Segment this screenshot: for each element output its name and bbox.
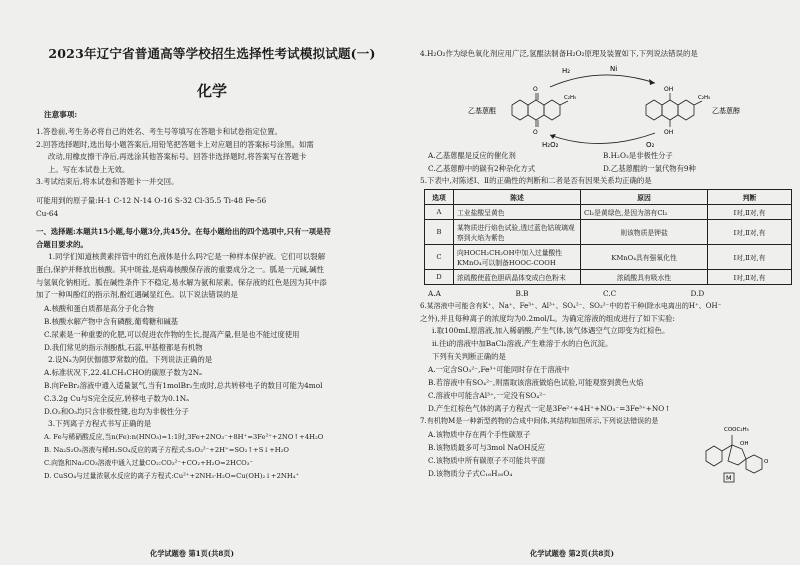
column-header: 判断	[708, 190, 792, 205]
question-stem: 5.下表中,对陈述Ⅰ、Ⅱ的正确性的判断和二者是否有因果关系均正确的是	[420, 175, 652, 185]
option-b: B. Na₂S₂O₃溶液与稀H₂SO₄反应的离子方程式:S₂O₃²⁻+2H⁺=SO₂↑+S↓+H₂O	[44, 445, 290, 454]
question-stem: 与氢氧化钠相近。胍在碱性条件下不稳定,易水解为氨和尿素。保存液的红色是因为其中添	[36, 277, 327, 287]
column-header: 原因	[581, 190, 708, 205]
table-cell: C	[425, 245, 454, 270]
question-1	[36, 251, 388, 353]
option-b: B.H₂O₂是非极性分子	[603, 150, 673, 160]
carbonyl-o: O	[533, 128, 538, 136]
notice-line: 上。写在本试卷上无效。	[48, 164, 130, 174]
option-row	[420, 162, 778, 175]
table-cell: Ⅰ对,Ⅱ对,有	[708, 205, 792, 220]
experiment-step: ⅰ.取100mL原溶液,加入稀硝酸,产生气体,该气体遇空气立即变为红棕色。	[432, 326, 670, 336]
option-row	[420, 149, 778, 162]
option-d: D. CuSO₄与过量浓氨水反应的离子方程式:Cu²⁺+2NH₃·H₂O=Cu(OH)₂↓+2NH₄⁺	[44, 471, 300, 480]
question-stem: 加了一种叫酚红的指示剂,酚红遇碱显红色。以下说法错误的是	[36, 290, 238, 300]
option-d: D.该物质分子式C₁₆H₁₆O₄	[428, 468, 513, 478]
h2-reagent: H₂	[562, 66, 571, 75]
notice-line: 3.考试结束后,将本试卷和答题卡一并交回。	[36, 177, 179, 187]
table-cell: 浓硫酸使蓝色胆矾晶体变成白色粉末	[454, 270, 581, 285]
notice-line: 2.回答选择题时,选出每小题答案后,用铅笔把答题卡上对应题目的答案标号涂黑。如需	[36, 139, 314, 149]
page-footer: 化学试题卷 第2页(共8页)	[530, 549, 614, 558]
option-d: D.乙基蒽醌的一氯代物有9种	[603, 163, 696, 173]
table-cell: 向HOCH₂CH₂OH中加入过量酸性KMnO₄可以制备HOOC-COOH	[454, 245, 581, 270]
option-a: A.一定含SO₃²⁻,Fe³⁺可能同时存在于溶液中	[428, 365, 570, 375]
question-stem: 3.下列离子方程式书写正确的是	[48, 419, 152, 429]
question-2	[36, 354, 388, 419]
exam-page-2	[400, 0, 800, 565]
table-cell: 浓硫酸具有吸水性	[581, 270, 708, 285]
notice-heading: 注意事项:	[44, 110, 78, 119]
h2o2-product: H₂O₂	[542, 140, 559, 149]
cycle-arrow-bottom	[550, 133, 655, 144]
option-b: B.若溶液中有SO₄²⁻,则需取该溶液做焰色试验,可能观察到黄色火焰	[428, 378, 644, 388]
option-row	[420, 287, 778, 300]
option-b: B.向FeBr₂溶液中通入适量氯气,当有1molBr₂生成时,总共转移电子的数目可能为4mol	[44, 381, 323, 391]
ethylanthraquinone-structure	[512, 93, 568, 127]
option-b: B.B	[515, 289, 529, 299]
question-stem: 4.H₂O₂作为绿色氧化剂应用广泛,氢醌法制备H₂O₂原理及装置如下,下列说法错误的是	[420, 49, 698, 58]
option-b: B.核酸水解产物中含有磷酸,葡萄糖和碱基	[44, 316, 179, 326]
option-c: C.尿素是一种重要的化肥,可以促进农作物的生长,提高产量,但是也不能过度使用	[44, 329, 300, 339]
hydroxyl-group: OH	[664, 128, 674, 136]
table-cell: D	[425, 270, 454, 285]
table-cell: A	[425, 205, 454, 220]
question-6	[420, 300, 778, 415]
notice-line: 1.答卷前,考生务必将自己的姓名、考生号等填写在答题卡和试卷指定位置。	[36, 127, 282, 136]
option-d: D.我们常见的指示剂酚酞,石蕊,甲基橙都是有机物	[44, 342, 203, 352]
right-molecule-label: 乙基蒽醇	[712, 106, 740, 115]
table-row	[425, 220, 792, 245]
table-cell: 某物质进行焰色试验,透过蓝色钴玻璃观察到火焰为紫色	[454, 220, 581, 245]
hydroxyl-group: OH	[664, 85, 674, 93]
column-header: 选项	[425, 190, 454, 205]
compound-label: M	[726, 474, 732, 483]
hydroxyl-group: OH	[740, 441, 749, 448]
table-row	[425, 205, 792, 220]
question-stem: 2.设Nₐ为阿伏伽德罗常数的值。下列说法正确的是	[48, 354, 213, 364]
arrow-head	[649, 79, 655, 85]
atomic-mass-line: 可能用到的原子量:H-1 C-12 N-14 O-16 S-32 Cl-35.5 Ti-48 Fe-56	[36, 195, 267, 205]
cycle-arrow-top	[550, 74, 655, 86]
question-3	[36, 418, 388, 483]
option-c: C.溶液中可能含Al³⁺,一定没有SO₄²⁻	[428, 391, 546, 401]
table-cell: Cl₂是黄绿色,是因为溶有Cl₂	[581, 205, 708, 220]
table-header-row	[425, 190, 792, 205]
option-b: B.该物质最多可与3mol NaOH反应	[428, 442, 546, 452]
table-cell: 则该物质是钾盐	[581, 220, 708, 245]
table-cell: 工业盐酸呈黄色	[454, 205, 581, 220]
notice-line: 改动,用橡皮擦干净后,再选涂其他答案标号。回答非选择题时,将答案写在答题卡	[48, 152, 307, 162]
table-row	[425, 270, 792, 285]
table-cell: Ⅰ对,Ⅱ对,有	[708, 270, 792, 285]
ethylanthrahydroquinone-structure	[646, 93, 702, 127]
table-cell: Ⅰ对,Ⅱ对,有	[708, 245, 792, 270]
ethyl-group: C₂H₅	[564, 94, 577, 101]
subject-title: 化学	[196, 82, 227, 100]
option-d: D.D	[690, 289, 705, 299]
question-stem: 下列有关判断正确的是	[432, 351, 506, 361]
question-stem: 之外),并且每种离子的浓度均为0.2mol/L。为确定溶液的组成进行了如下实验:	[420, 313, 676, 323]
ethyl-group: C₂H₅	[698, 94, 711, 101]
option-a: A.A	[428, 289, 441, 299]
option-a: A.乙基蒽醌是反应的催化剂	[428, 150, 516, 160]
table-row	[425, 245, 792, 270]
option-d: D.产生红棕色气体的离子方程式一定是3Fe²⁺+4H⁺+NO₃⁻=3Fe³⁺+NO↑	[428, 404, 671, 414]
option-a: A.该物质中存在两个手性碳原子	[428, 429, 531, 439]
left-molecule-label: 乙基蒽醌	[468, 106, 496, 115]
question-stem: 蛋白,保护并释放出核酸。其中斑盐,是病毒核酸保存液的重要成分之一。胍是一元碱,碱性	[36, 264, 324, 274]
notice-list	[36, 126, 388, 189]
ni-catalyst: Ni	[610, 64, 618, 73]
section-intro: 一、选择题:本题共15小题,每小题3分,共45分。在每小题给出的四个选项中,只有一项是符	[36, 227, 331, 237]
option-c: C.向饱和Na₂CO₃溶液中通入过量CO₂:CO₃²⁻+CO₂+H₂O=2HCO₃⁻	[44, 458, 254, 467]
question-7	[420, 415, 778, 483]
table-cell: KMnO₄具有强氧化性	[581, 245, 708, 270]
option-c: C.C	[603, 289, 617, 299]
option-c: C.3.2g Cu与S完全反应,转移电子数为0.1Nₐ	[44, 394, 189, 404]
ring-oxygen: O	[764, 459, 769, 466]
table-cell: B	[425, 220, 454, 245]
carbonyl-o: O	[533, 85, 538, 93]
option-c: C.该物质中所有碳原子不可能共平面	[428, 455, 546, 465]
anthraquinone-cycle-diagram	[450, 61, 780, 149]
atomic-mass-line: Cu-64	[36, 208, 59, 218]
molecule-m-structure	[694, 421, 774, 483]
option-a: A.标准状况下,22.4LCH₃CHO的碳原子数为2Nₐ	[44, 368, 202, 378]
question-stem: 6.某溶液中可能含有K⁺、Na⁺、Fe³⁺、Al³⁺、SO₄²⁻、SO₃²⁻中的若干种(除水电离出的H⁺、OH⁻	[420, 302, 722, 311]
ester-group: COOC₂H₅	[724, 427, 749, 434]
statement-table	[424, 189, 792, 285]
option-d: D.O₂和O₃均只含非极性键,也均为非极性分子	[44, 407, 189, 417]
exam-title: 2023年辽宁省普通高等学校招生选择性考试模拟试题(一)	[48, 46, 376, 61]
question-stem: 7.有机物M是一种新型药物的合成中间体,其结构如图所示,下列说法错误的是	[420, 416, 659, 426]
question-stem: 1.同学们知道核黄素拌管中的红色液体是什么吗?它是一种样本保护液。它们可以裂解	[48, 252, 326, 262]
o2-reagent: O₂	[646, 140, 655, 149]
option-c: C.乙基蒽醇中的碳有2种杂化方式	[428, 163, 536, 173]
question-4	[420, 48, 778, 175]
experiment-step: ⅱ.往ⅰ的溶液中加BaCl₂溶液,产生难溶于水的白色沉淀。	[432, 338, 613, 348]
column-header: 陈述	[454, 190, 581, 205]
option-a: A. Fe与稀硝酸反应,当n(Fe):n(HNO₃)=1:1时,3Fe+2NO₃⁻+8H⁺=3Fe²⁺+2NO↑+4H₂O	[44, 432, 324, 441]
question-5	[420, 175, 778, 301]
page-footer: 化学试题卷 第1页(共8页)	[150, 549, 234, 558]
section-intro: 合题目要求的。	[36, 239, 88, 249]
table-cell: Ⅰ对,Ⅱ对,有	[708, 220, 792, 245]
option-a: A.核酸和蛋白质都是高分子化合物	[44, 303, 154, 313]
